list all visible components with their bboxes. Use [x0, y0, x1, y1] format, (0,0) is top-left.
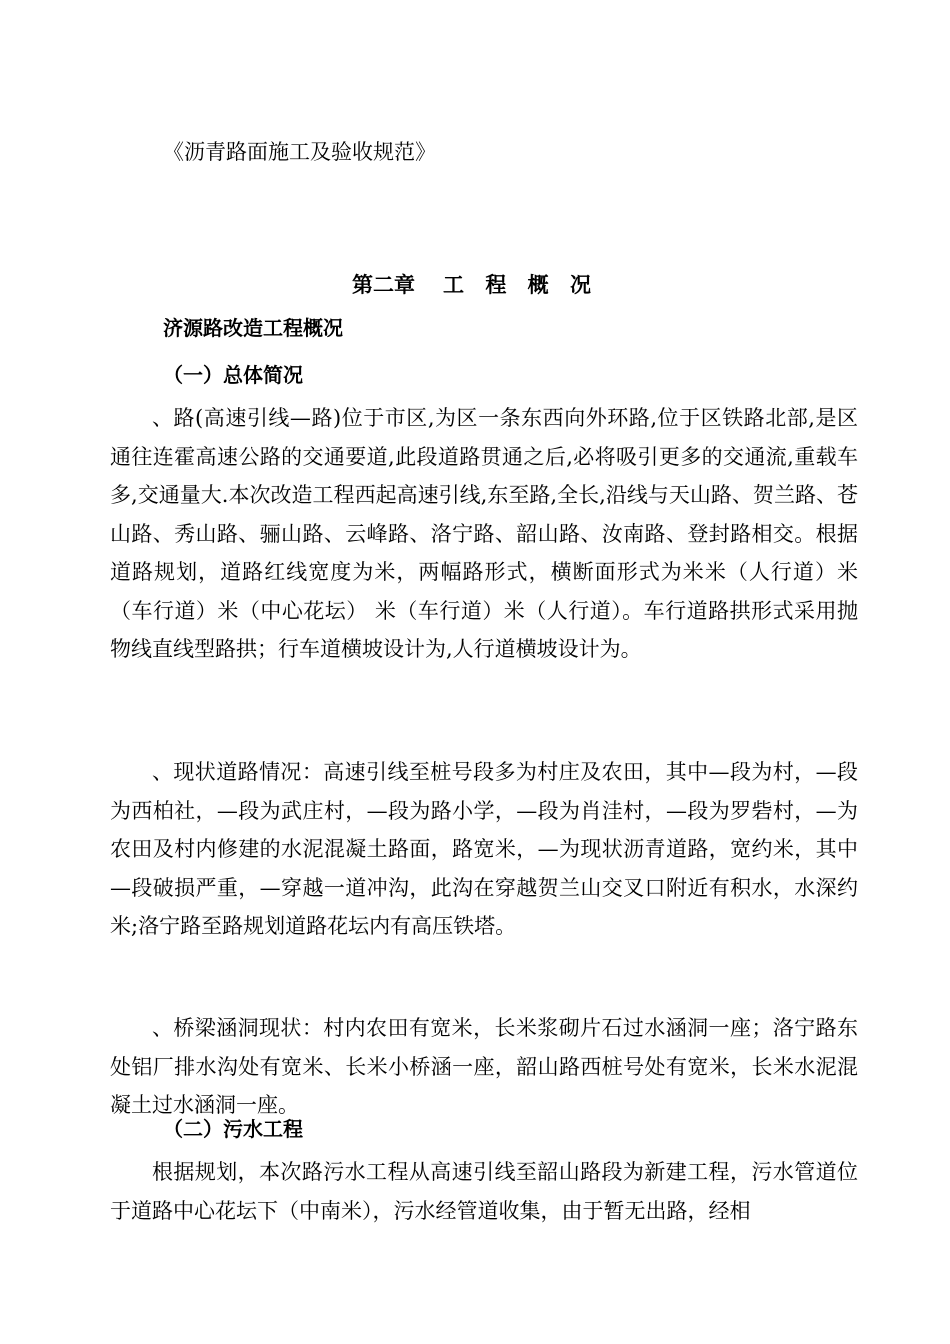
paragraph-sewage-works: 根据规划，本次路污水工程从高速引线至韶山路段为新建工程，污水管道位于道路中心花坛下（中南米），污水经管道收集，由于暂无出路，经相 [110, 1160, 858, 1223]
chapter-title [0, 271, 950, 299]
chapter-label: 第二章 [352, 273, 416, 297]
subsection-heading-sewage: （二）污水工程 [163, 1117, 303, 1141]
subsection-heading-overview: （一）总体简况 [163, 363, 303, 387]
paragraph-current-road: 、现状道路情况：高速引线至桩号段多为村庄及农田，其中—段为村，—段为西柏社，—段为武庄村，—段为路小学，—段为肖洼村，—段为罗砦村，—为农田及村内修建的水泥混凝土路面，路宽米，—为现状沥青道路，宽约米，其中—段破损严重，—穿越一道冲沟，此沟在穿越贺兰山交叉口附近有积水，水深约米;洛宁路至路规划道路花坛内有高压铁塔。 [110, 760, 858, 938]
paragraph-road-overview: 、路(高速引线—路)位于市区,为区一条东西向外环路,位于区铁路北部,是区通往连霍高速公路的交通要道,此段道路贯通之后,必将吸引更多的交通流,重载车多,交通量大.本次改造工程西起高速引线,东至路,全长,沿线与天山路、贺兰路、苍山路、秀山路、骊山路、云峰路、洛宁路、韶山路、汝南路、登封路相交。根据道路规划，道路红线宽度为米，两幅路形式，横断面形式为米米（人行道）米（车行道）米（中心花坛） 米（车行道）米（人行道）。车行道路拱形式采用抛物线直线型路拱；行车道横坡设计为,人行道横坡设计为。 [110, 406, 858, 661]
paragraph-bridges-culverts: 、桥梁涵洞现状：村内农田有宽米，长米浆砌片石过水涵洞一座；洛宁路东处铝厂排水沟处有宽米、长米小桥涵一座，韶山路西桩号处有宽米，长米水泥混凝土过水涵洞一座。 [110, 1016, 858, 1117]
chapter-name: 工 程 概 况 [443, 273, 598, 297]
reference-citation: 《沥青路面施工及验收规范》 [163, 140, 436, 164]
section-title: 济源路改造工程概况 [163, 316, 343, 340]
